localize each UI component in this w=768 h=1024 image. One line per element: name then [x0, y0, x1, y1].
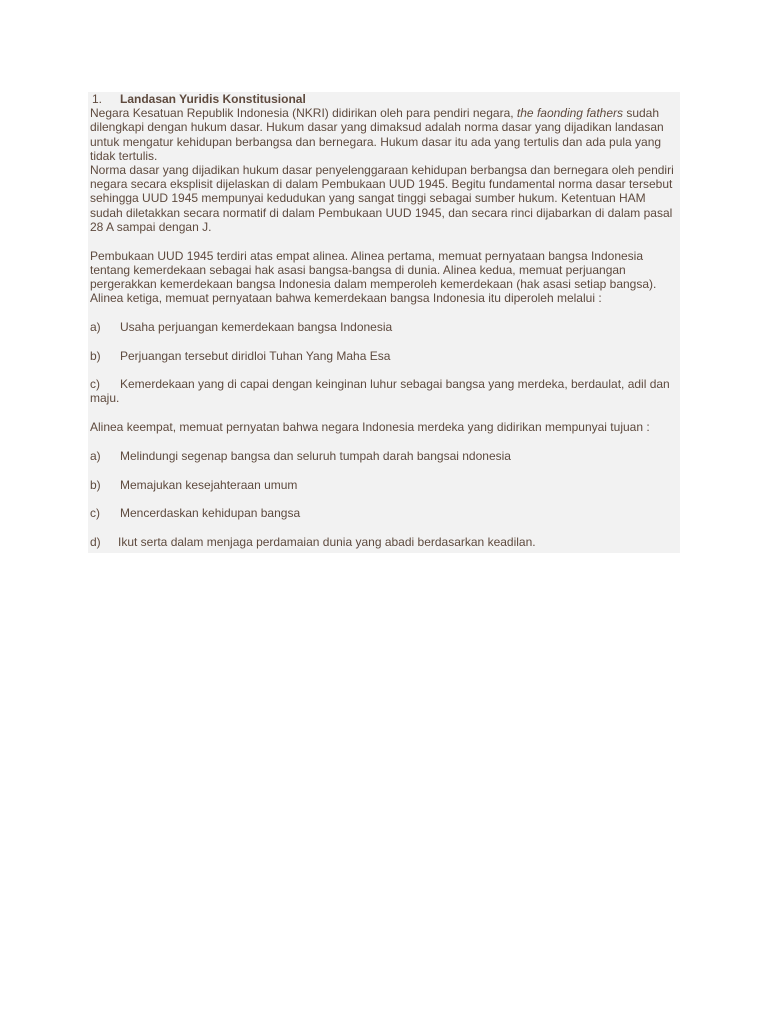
intro-text-start: Negara Kesatuan Republik Indonesia (NKRI) didirikan oleh para pendiri negara,: [90, 106, 517, 121]
list-item-text: Usaha perjuangan kemerdekaan bangsa Indonesia: [120, 319, 393, 334]
list-item-text: Ikut serta dalam menjaga perdamaian dunia yang abadi berdasarkan keadilan.: [118, 534, 536, 549]
intro-text-end: sudah dilengkapi dengan hukum dasar. Hukum dasar yang dimaksud adalah norma dasar yang dijadikan landasan untuk mengatur kehidupan berbangsa dan bernegara. Hukum dasar itu ada yang tertulis dan ada pula yang tidak tertulis.: [90, 106, 664, 163]
section-number: 1.: [92, 92, 103, 106]
list-item-text: Melindungi segenap bangsa dan seluruh tumpah darah bangsai ndonesia: [120, 448, 511, 463]
section-heading: [90, 92, 680, 106]
document-content: [88, 92, 680, 553]
intro-paragraph-2: Norma dasar yang dijadikan hukum dasar penyelenggaraan kehidupan berbangsa dan bernegara oleh pendiri negara secara eksplisit dijelaskan di dalam Pembukaan UUD 1945. Begitu fundamental norma dasar tersebut sehingga UUD 1945 mempunyai kedudukan yang sangat tinggi sebagai sumber hukum. Ketentuan HAM sudah diletakkan secara normatif di dalam Pembukaan UUD 1945, dan secara rinci dijabarkan di dalam pasal 28 A sampai dengan J.: [90, 163, 674, 234]
intro-paragraph-1: [90, 106, 680, 163]
list-marker: b): [90, 348, 101, 363]
list-marker: c): [90, 506, 100, 521]
list-item: [90, 506, 680, 520]
list-item-text: Perjuangan tersebut diridloi Tuhan Yang Maha Esa: [120, 348, 391, 363]
list-item-text: Mencerdaskan kehidupan bangsa: [120, 506, 301, 521]
intro-italic-phrase: the faonding fathers: [516, 106, 623, 121]
section-title: Landasan Yuridis Konstitusional: [120, 92, 306, 106]
list-marker: a): [90, 448, 101, 463]
preamble-paragraph: Pembukaan UUD 1945 terdiri atas empat alinea. Alinea pertama, memuat pernyataan bangsa Indonesia tentang kemerdekaan sebagai hak asasi bangsa-bangsa di dunia. Alinea kedua, memuat perjuangan pergerakkan kemerdekaan bangsa Indonesia dalam memperoleh kemerdekaan (hak asasi setiap bangsa). Alinea ketiga, memuat pernyataan bahwa kemerdekaan bangsa Indonesia itu diperoleh melalui :: [90, 248, 657, 306]
list-item: [90, 349, 680, 363]
list-item: [90, 449, 680, 463]
list-item: [90, 377, 680, 405]
list-marker: b): [90, 477, 101, 492]
list-marker: d): [90, 534, 101, 549]
list-item: [90, 535, 680, 549]
list-marker: c): [90, 377, 100, 392]
fourth-paragraph: Alinea keempat, memuat pernyatan bahwa negara Indonesia merdeka yang didirikan mempunyai tujuan :: [90, 420, 650, 435]
list-item: [90, 478, 680, 492]
list-item: [90, 320, 680, 334]
list-marker: a): [90, 319, 101, 334]
list-item-text: Kemerdekaan yang di capai dengan keinginan luhur sebagai bangsa yang merdeka, berdaulat, adil dan maju.: [90, 377, 670, 406]
list-item-text: Memajukan kesejahteraan umum: [120, 477, 298, 492]
